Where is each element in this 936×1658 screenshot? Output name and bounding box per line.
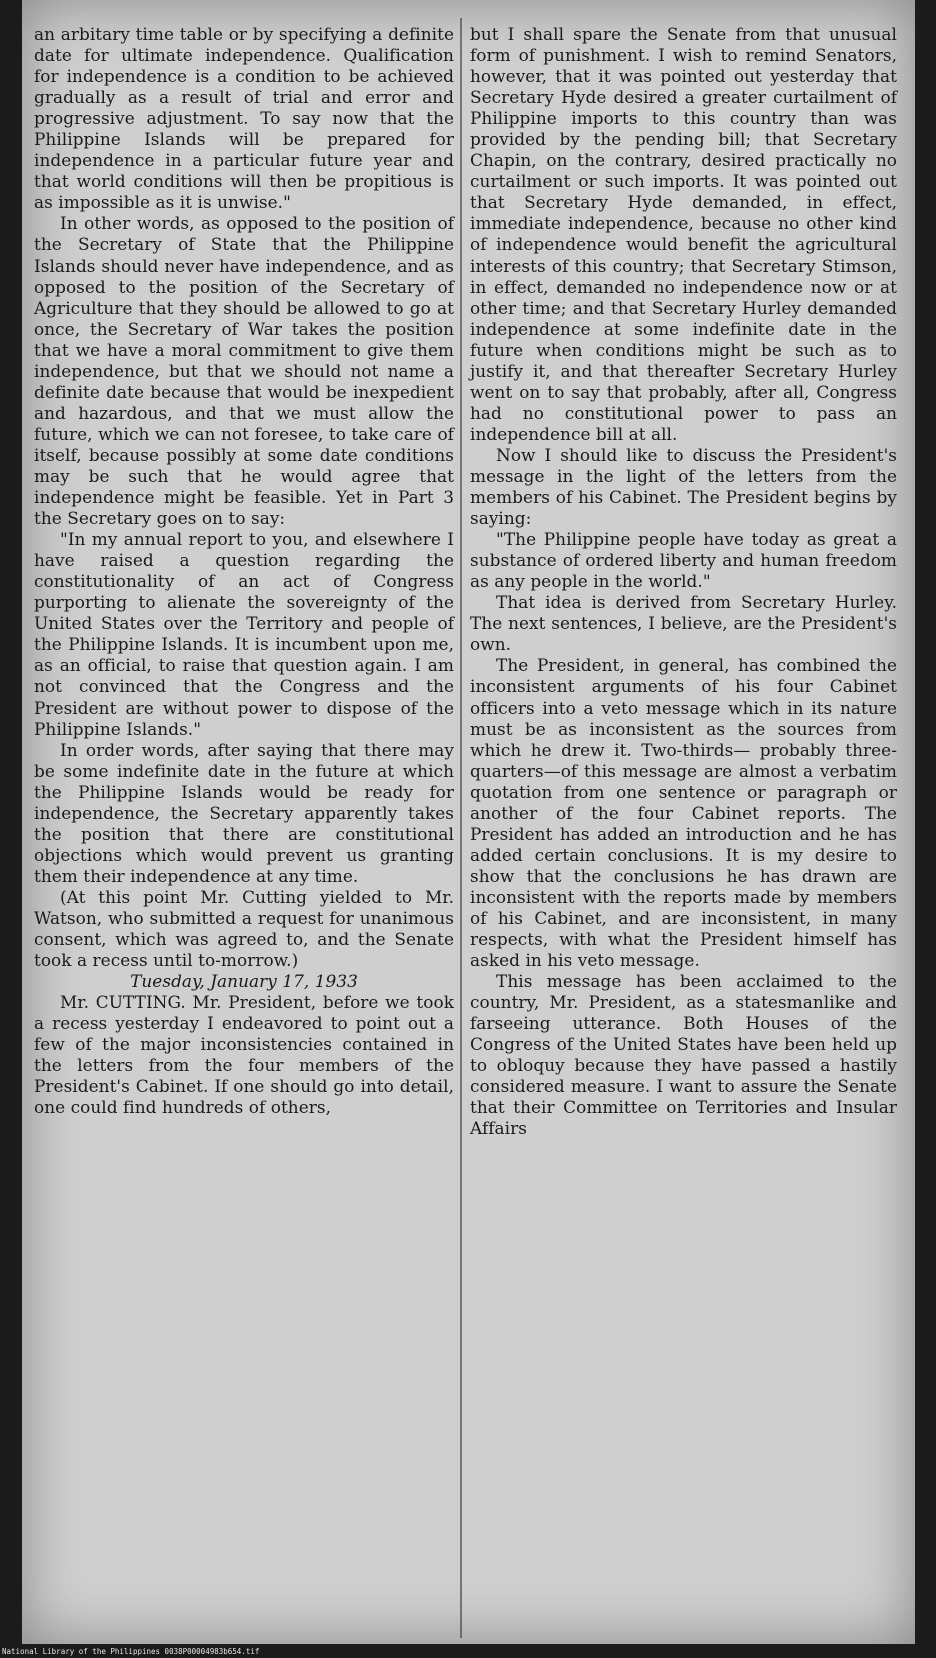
paragraph: Mr. CUTTING. Mr. President, before we took a recess yesterday I endeavored to point out a few of the major inconsistencies contained in the letters from the four members of the President's Cabinet. If one should go into detail, one could find hundreds of others,	[34, 992, 454, 1118]
paragraph: "In my annual report to you, and elsewhere I have raised a question regarding the constitutionality of an act of Congress purporting to alienate the sovereignty of the United States over the Territory and people of the Philippine Islands. It is incumbent upon me, as an official, to raise that question again. I am not convinced that the Congress and the President are without power to dispose of the Philippine Islands."	[34, 529, 454, 739]
dateline: Tuesday, January 17, 1933	[130, 971, 358, 992]
scan-caption: National Library of the Philippines 0038P00004983b654.tif	[0, 1646, 936, 1658]
paragraph: In order words, after saying that there may be some indefinite date in the future at which the Philippine Islands would be ready for independence, the Secretary apparently takes the position that there are constitutional objections which would prevent us granting them their independence at any time.	[34, 739, 454, 886]
column-divider	[460, 18, 462, 1638]
paragraph: In other words, as opposed to the position of the Secretary of State that the Philippine Islands should never have independence, and as opposed to the position of the Secretary of Agriculture that they should be allowed to go at once, the Secretary of War takes the position that we have a moral commitment to give them independence, but that we should not name a definite date because that would be inexpedient and hazardous, and that we must allow the future, which we can not foresee, to take care of itself, because possibly at some date conditions may be such that he would agree that independence might be feasible. Yet in Part 3 the Secretary goes on to say:	[34, 213, 454, 529]
newspaper-clipping	[22, 0, 915, 1644]
paragraph: That idea is derived from Secretary Hurley. The next sentences, I believe, are the President's own.	[470, 592, 897, 655]
paragraph: (At this point Mr. Cutting yielded to Mr. Watson, who submitted a request for unanimous consent, which was agreed to, and the Senate took a recess until to-morrow.)	[34, 886, 454, 971]
paragraph: The President, in general, has combined the inconsistent arguments of his four Cabinet officers into a veto message which in its nature must be as inconsistent as the sources from which he drew it. Two-thirds— probably three-quarters—of this message are almost a verbatim quotation from one sentence or paragraph or another of the four Cabinet reports. The President has added an introduction and he has added certain conclusions. It is my desire to show that the conclusions he has drawn are inconsistent with the reports made by members of his Cabinet, and are inconsistent, in many respects, with what the President himself has asked in his veto message.	[470, 655, 897, 971]
right-column	[470, 24, 897, 1139]
paragraph: an arbitary time table or by specifying a definite date for ultimate independence. Qualification for independence is a condition to be achieved gradually as a result of trial and error and progressive adjustment. To say now that the Philippine Islands will be prepared for independence in a particular future year and that world conditions will then be propitious is as impossible as it is unwise."	[34, 24, 454, 213]
left-column	[34, 24, 454, 1118]
paragraph: but I shall spare the Senate from that unusual form of punishment. I wish to remind Senators, however, that it was pointed out yesterday that Secretary Hyde desired a greater curtailment of Philippine imports to this country than was provided by the pending bill; that Secretary Chapin, on the contrary, desired practically no curtailment or such imports. It was pointed out that Secretary Hyde demanded, in effect, immediate independence, because no other kind of independence would benefit the agricultural interests of this country; that Secretary Stimson, in effect, demanded no independence now or at other time; and that Secretary Hurley demanded independence at some indefinite date in the future when conditions might be such as to justify it, and that thereafter Secretary Hurley went on to say that probably, after all, Congress had no constitutional power to pass an independence bill at all.	[470, 24, 897, 444]
paragraph: This message has been acclaimed to the country, Mr. President, as a statesmanlike and farseeing utterance. Both Houses of the Congress of the United States have been held up to obloquy because they have passed a hastily considered measure. I want to assure the Senate that their Committee on Territories and Insular Affairs	[470, 971, 897, 1139]
paragraph: Now I should like to discuss the President's message in the light of the letters from the members of his Cabinet. The President begins by saying:	[470, 444, 897, 529]
paragraph: "The Philippine people have today as great a substance of ordered liberty and human freedom as any people in the world."	[470, 529, 897, 592]
